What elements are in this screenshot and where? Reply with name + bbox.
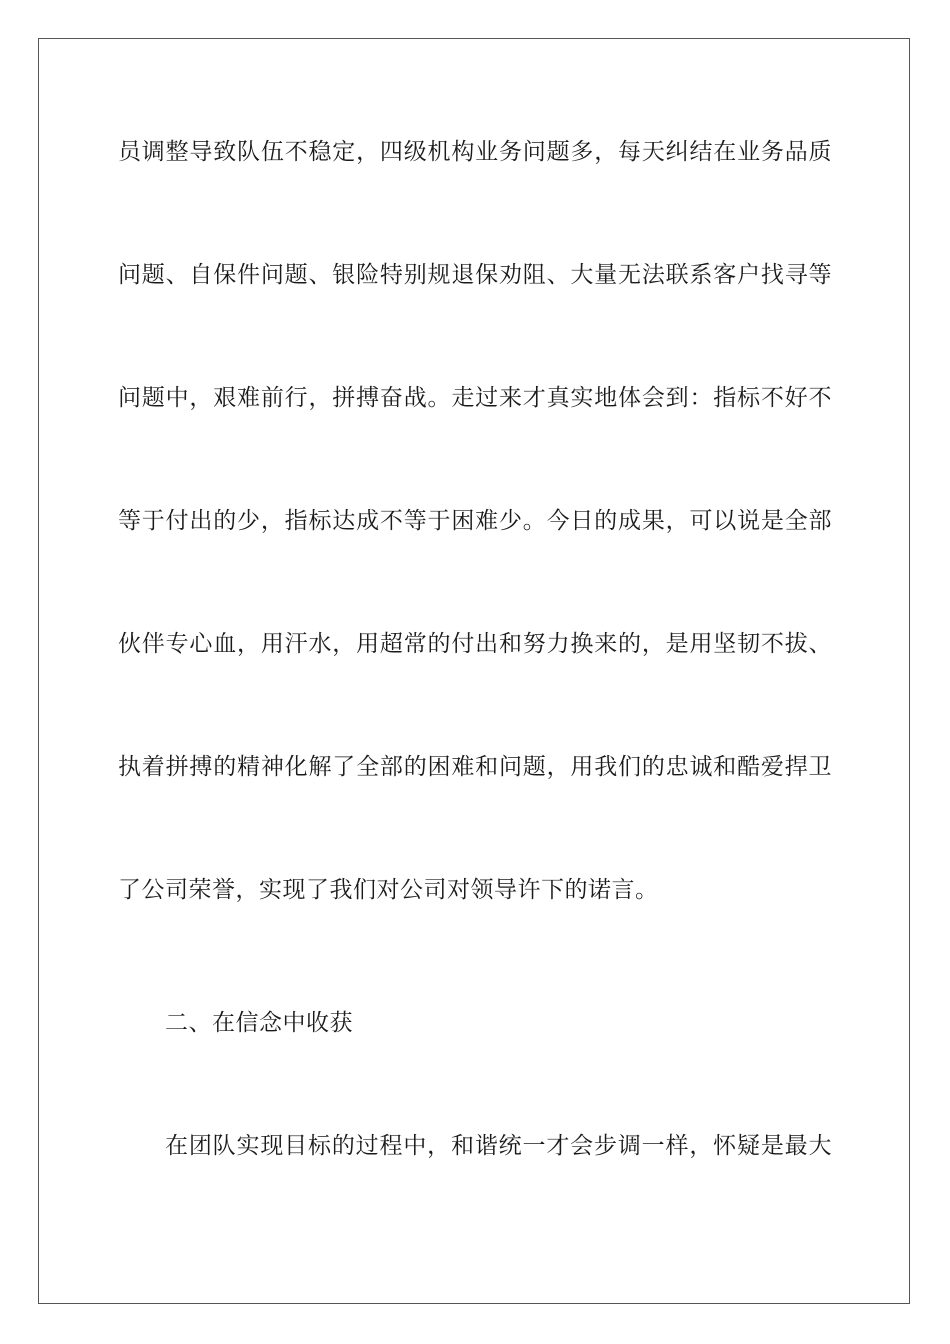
paragraph-line-6: 执着拼搏的精神化解了全部的困难和问题，用我们的忠诚和酷爱捍卫 <box>118 754 832 780</box>
paragraph-line-7: 了公司荣誉，实现了我们对公司对领导许下的诺言。 <box>118 877 659 903</box>
paragraph-line-1: 员调整导致队伍不稳定，四级机构业务问题多，每天纠结在业务品质 <box>118 139 832 165</box>
paragraph-line-next: 在团队实现目标的过程中，和谐统一才会步调一样，怀疑是最大 <box>165 1133 832 1159</box>
paragraph-line-5: 伙伴专心血，用汗水，用超常的付出和努力换来的，是用坚韧不拔、 <box>118 631 832 657</box>
page-border <box>38 38 910 1304</box>
paragraph-line-4: 等于付出的少，指标达成不等于困难少。今日的成果，可以说是全部 <box>118 508 832 534</box>
section-heading: 二、在信念中收获 <box>165 1010 353 1036</box>
paragraph-line-2: 问题、自保件问题、银险特别规退保劝阻、大量无法联系客户找寻等 <box>118 262 832 288</box>
paragraph-line-3: 问题中，艰难前行，拼搏奋战。走过来才真实地体会到：指标不好不 <box>118 385 832 411</box>
